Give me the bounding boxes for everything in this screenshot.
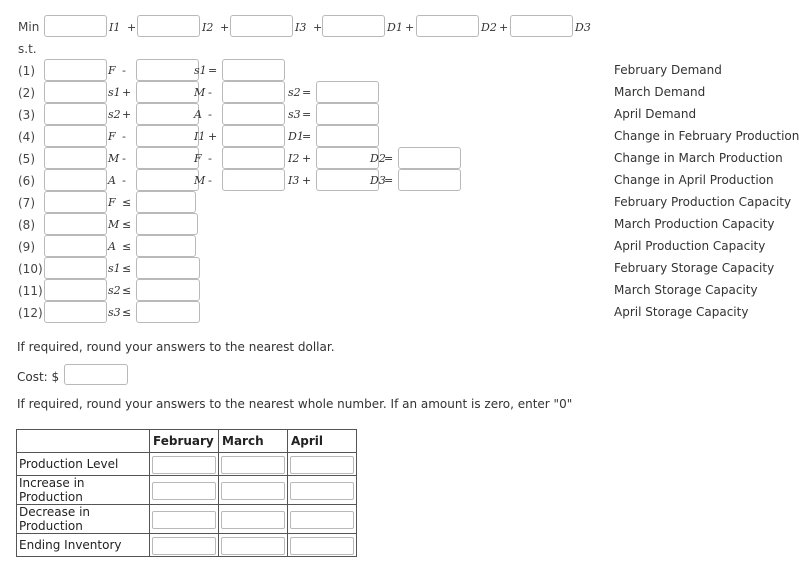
constraint-5-coef-input-1[interactable] <box>44 147 107 169</box>
table-cell <box>150 476 219 505</box>
constraint-12-description: April Storage Capacity <box>614 305 749 319</box>
subject-to-label: s.t. <box>18 42 37 56</box>
constraint-9-rhs-input[interactable] <box>136 235 196 257</box>
constraint-5-operator: = <box>384 152 394 165</box>
constraint-8-description: March Production Capacity <box>614 217 775 231</box>
constraint-11-description: March Storage Capacity <box>614 283 758 297</box>
table-cell-input[interactable] <box>221 482 285 500</box>
constraint-4-coef-input-2[interactable] <box>136 125 199 147</box>
constraint-6-coef-input-1[interactable] <box>44 169 107 191</box>
round-dollar-note: If required, round your answers to the nearest dollar. <box>17 340 335 354</box>
constraint-11-operator: ≤ <box>122 284 132 297</box>
constraint-4-description: Change in February Production <box>614 129 799 143</box>
constraint-2-rhs-input[interactable] <box>316 81 379 103</box>
table-cell-input[interactable] <box>290 511 354 529</box>
table-cell-input[interactable] <box>290 537 354 555</box>
constraint-4-operator: = <box>302 130 312 143</box>
constraint-2-coef-input-1[interactable] <box>44 81 107 103</box>
constraint-5-rhs-input[interactable] <box>398 147 461 169</box>
objective-coef-input-3[interactable] <box>230 15 293 37</box>
table-cell <box>219 476 288 505</box>
constraint-5-coef-input-2[interactable] <box>136 147 199 169</box>
constraint-6-coef-input-2[interactable] <box>136 169 199 191</box>
constraint-6-var-d3: D3 <box>370 174 386 187</box>
constraint-3-coef-input-2[interactable] <box>136 103 199 125</box>
table-cell-input[interactable] <box>221 456 285 474</box>
constraint-4-rhs-input[interactable] <box>316 125 379 147</box>
objective-plus-sign: + <box>499 21 509 34</box>
objective-coef-input-1[interactable] <box>44 15 107 37</box>
constraint-12-rhs-input[interactable] <box>136 301 200 323</box>
objective-coef-input-6[interactable] <box>510 15 573 37</box>
constraint-11-rhs-input[interactable] <box>136 279 200 301</box>
constraint-1-coef-input-1[interactable] <box>44 59 107 81</box>
constraint-5-var-i2: I2 <box>288 152 300 165</box>
constraint-number-3: (3) <box>18 108 35 122</box>
constraint-1-var-f: F <box>108 64 116 77</box>
cost-input[interactable] <box>64 364 128 385</box>
constraint-5-operator: - <box>122 152 126 165</box>
constraint-3-operator: - <box>208 108 212 121</box>
constraint-4-operator: + <box>208 130 218 143</box>
objective-var-d3: D3 <box>575 21 591 34</box>
table-corner-cell <box>17 430 150 453</box>
constraint-number-10: (10) <box>18 262 43 276</box>
constraint-10-var-s1: s1 <box>108 262 121 275</box>
table-cell <box>288 505 357 534</box>
constraint-number-12: (12) <box>18 306 43 320</box>
constraint-9-var-a: A <box>108 240 116 253</box>
table-cell-input[interactable] <box>152 482 216 500</box>
constraint-1-var-s1: s1 <box>194 64 207 77</box>
constraint-6-var-a: A <box>108 174 116 187</box>
table-cell-input[interactable] <box>152 537 216 555</box>
constraint-1-coef-input-2[interactable] <box>136 59 199 81</box>
constraint-8-var-m: M <box>108 218 120 231</box>
constraint-6-operator: - <box>208 174 212 187</box>
constraint-3-rhs-input[interactable] <box>316 103 379 125</box>
constraint-4-operator: - <box>122 130 126 143</box>
table-cell-input[interactable] <box>290 456 354 474</box>
constraint-3-operator: + <box>122 108 132 121</box>
constraint-11-var-s2: s2 <box>108 284 121 297</box>
table-cell <box>288 534 357 557</box>
column-header-march: March <box>219 430 288 453</box>
constraint-number-1: (1) <box>18 64 35 78</box>
constraint-5-var-m: M <box>108 152 120 165</box>
objective-coef-input-5[interactable] <box>416 15 479 37</box>
table-cell-input[interactable] <box>152 511 216 529</box>
objective-label: Min <box>18 20 40 34</box>
constraint-1-operator: = <box>208 64 218 77</box>
column-header-february: February <box>150 430 219 453</box>
table-row <box>17 505 357 534</box>
constraint-12-operator: ≤ <box>122 306 132 319</box>
results-table <box>16 429 357 557</box>
objective-var-i2: I2 <box>202 21 214 34</box>
constraint-3-coef-input-1[interactable] <box>44 103 107 125</box>
constraint-number-8: (8) <box>18 218 35 232</box>
table-cell <box>150 534 219 557</box>
constraint-2-operator: + <box>122 86 132 99</box>
constraint-number-5: (5) <box>18 152 35 166</box>
constraint-4-var-i1: I1 <box>194 130 206 143</box>
objective-plus-sign: + <box>313 21 323 34</box>
constraint-6-description: Change in April Production <box>614 173 774 187</box>
constraint-5-operator: - <box>208 152 212 165</box>
constraint-number-6: (6) <box>18 174 35 188</box>
table-cell-input[interactable] <box>221 511 285 529</box>
constraint-2-description: March Demand <box>614 85 706 99</box>
row-label: Increase in Production <box>17 476 150 505</box>
constraint-9-description: April Production Capacity <box>614 239 766 253</box>
constraint-6-operator: = <box>384 174 394 187</box>
constraint-3-var-s3: s3 <box>288 108 301 121</box>
table-cell <box>219 534 288 557</box>
constraint-5-var-d2: D2 <box>370 152 386 165</box>
constraint-1-rhs-input[interactable] <box>222 59 285 81</box>
table-cell-input[interactable] <box>152 456 216 474</box>
constraint-3-var-s2: s2 <box>108 108 121 121</box>
table-cell <box>219 453 288 476</box>
column-header-april: April <box>288 430 357 453</box>
objective-var-d1: D1 <box>387 21 403 34</box>
constraint-5-operator: + <box>302 152 312 165</box>
table-cell-input[interactable] <box>290 482 354 500</box>
constraint-6-var-m: M <box>194 174 206 187</box>
constraint-6-operator: - <box>122 174 126 187</box>
constraint-5-var-f: F <box>194 152 202 165</box>
row-label: Production Level <box>17 453 150 476</box>
objective-coef-input-4[interactable] <box>322 15 385 37</box>
constraint-number-9: (9) <box>18 240 35 254</box>
constraint-2-var-s1: s1 <box>108 86 121 99</box>
constraint-number-11: (11) <box>18 284 43 298</box>
table-cell-input[interactable] <box>221 537 285 555</box>
table-cell <box>288 476 357 505</box>
constraint-6-var-i3: I3 <box>288 174 300 187</box>
constraint-10-rhs-input[interactable] <box>136 257 200 279</box>
constraint-3-var-a: A <box>194 108 202 121</box>
constraint-10-coef-input-1[interactable] <box>44 257 107 279</box>
constraint-12-coef-input-1[interactable] <box>44 301 107 323</box>
constraint-2-var-s2: s2 <box>288 86 301 99</box>
row-label: Decrease in Production <box>17 505 150 534</box>
constraint-5-coef-input-3[interactable] <box>222 147 285 169</box>
constraint-12-var-s3: s3 <box>108 306 121 319</box>
constraint-9-operator: ≤ <box>122 240 132 253</box>
constraint-3-description: April Demand <box>614 107 697 121</box>
constraint-6-coef-input-3[interactable] <box>222 169 285 191</box>
constraint-7-operator: ≤ <box>122 196 132 209</box>
constraint-6-rhs-input[interactable] <box>398 169 461 191</box>
constraint-2-var-m: M <box>194 86 206 99</box>
constraint-4-coef-input-3[interactable] <box>222 125 285 147</box>
round-whole-note: If required, round your answers to the nearest whole number. If an amount is zero, enter "0" <box>17 397 573 411</box>
constraint-9-coef-input-1[interactable] <box>44 235 107 257</box>
objective-plus-sign: + <box>127 21 137 34</box>
constraint-4-var-f: F <box>108 130 116 143</box>
constraint-1-operator: - <box>122 64 126 77</box>
constraint-4-coef-input-1[interactable] <box>44 125 107 147</box>
constraint-7-description: February Production Capacity <box>614 195 792 209</box>
constraint-2-operator: = <box>302 86 312 99</box>
table-cell <box>288 453 357 476</box>
constraint-10-operator: ≤ <box>122 262 132 275</box>
constraint-number-2: (2) <box>18 86 35 100</box>
table-row <box>17 453 357 476</box>
constraint-7-rhs-input[interactable] <box>136 191 196 213</box>
table-cell <box>150 453 219 476</box>
objective-coef-input-2[interactable] <box>137 15 200 37</box>
constraint-4-var-d1: D1 <box>288 130 304 143</box>
constraint-11-coef-input-1[interactable] <box>44 279 107 301</box>
constraint-8-rhs-input[interactable] <box>136 213 198 235</box>
constraint-6-operator: + <box>302 174 312 187</box>
constraint-2-coef-input-2[interactable] <box>136 81 199 103</box>
cost-label: Cost: $ <box>17 370 60 384</box>
constraint-number-7: (7) <box>18 196 35 210</box>
constraint-8-operator: ≤ <box>122 218 132 231</box>
objective-plus-sign: + <box>405 21 415 34</box>
objective-var-d2: D2 <box>481 21 497 34</box>
row-label: Ending Inventory <box>17 534 150 557</box>
table-row <box>17 476 357 505</box>
constraint-2-operator: - <box>208 86 212 99</box>
objective-var-i1: I1 <box>109 21 121 34</box>
constraint-8-coef-input-1[interactable] <box>44 213 107 235</box>
table-cell <box>150 505 219 534</box>
constraint-5-description: Change in March Production <box>614 151 783 165</box>
objective-var-i3: I3 <box>295 21 307 34</box>
constraint-3-coef-input-3[interactable] <box>222 103 285 125</box>
constraint-10-description: February Storage Capacity <box>614 261 775 275</box>
table-row <box>17 534 357 557</box>
constraint-2-coef-input-3[interactable] <box>222 81 285 103</box>
constraint-7-coef-input-1[interactable] <box>44 191 107 213</box>
constraint-7-var-f: F <box>108 196 116 209</box>
constraint-1-description: February Demand <box>614 63 722 77</box>
table-cell <box>219 505 288 534</box>
constraint-3-operator: = <box>302 108 312 121</box>
objective-plus-sign: + <box>220 21 230 34</box>
constraint-number-4: (4) <box>18 130 35 144</box>
table-header-row <box>17 430 357 453</box>
